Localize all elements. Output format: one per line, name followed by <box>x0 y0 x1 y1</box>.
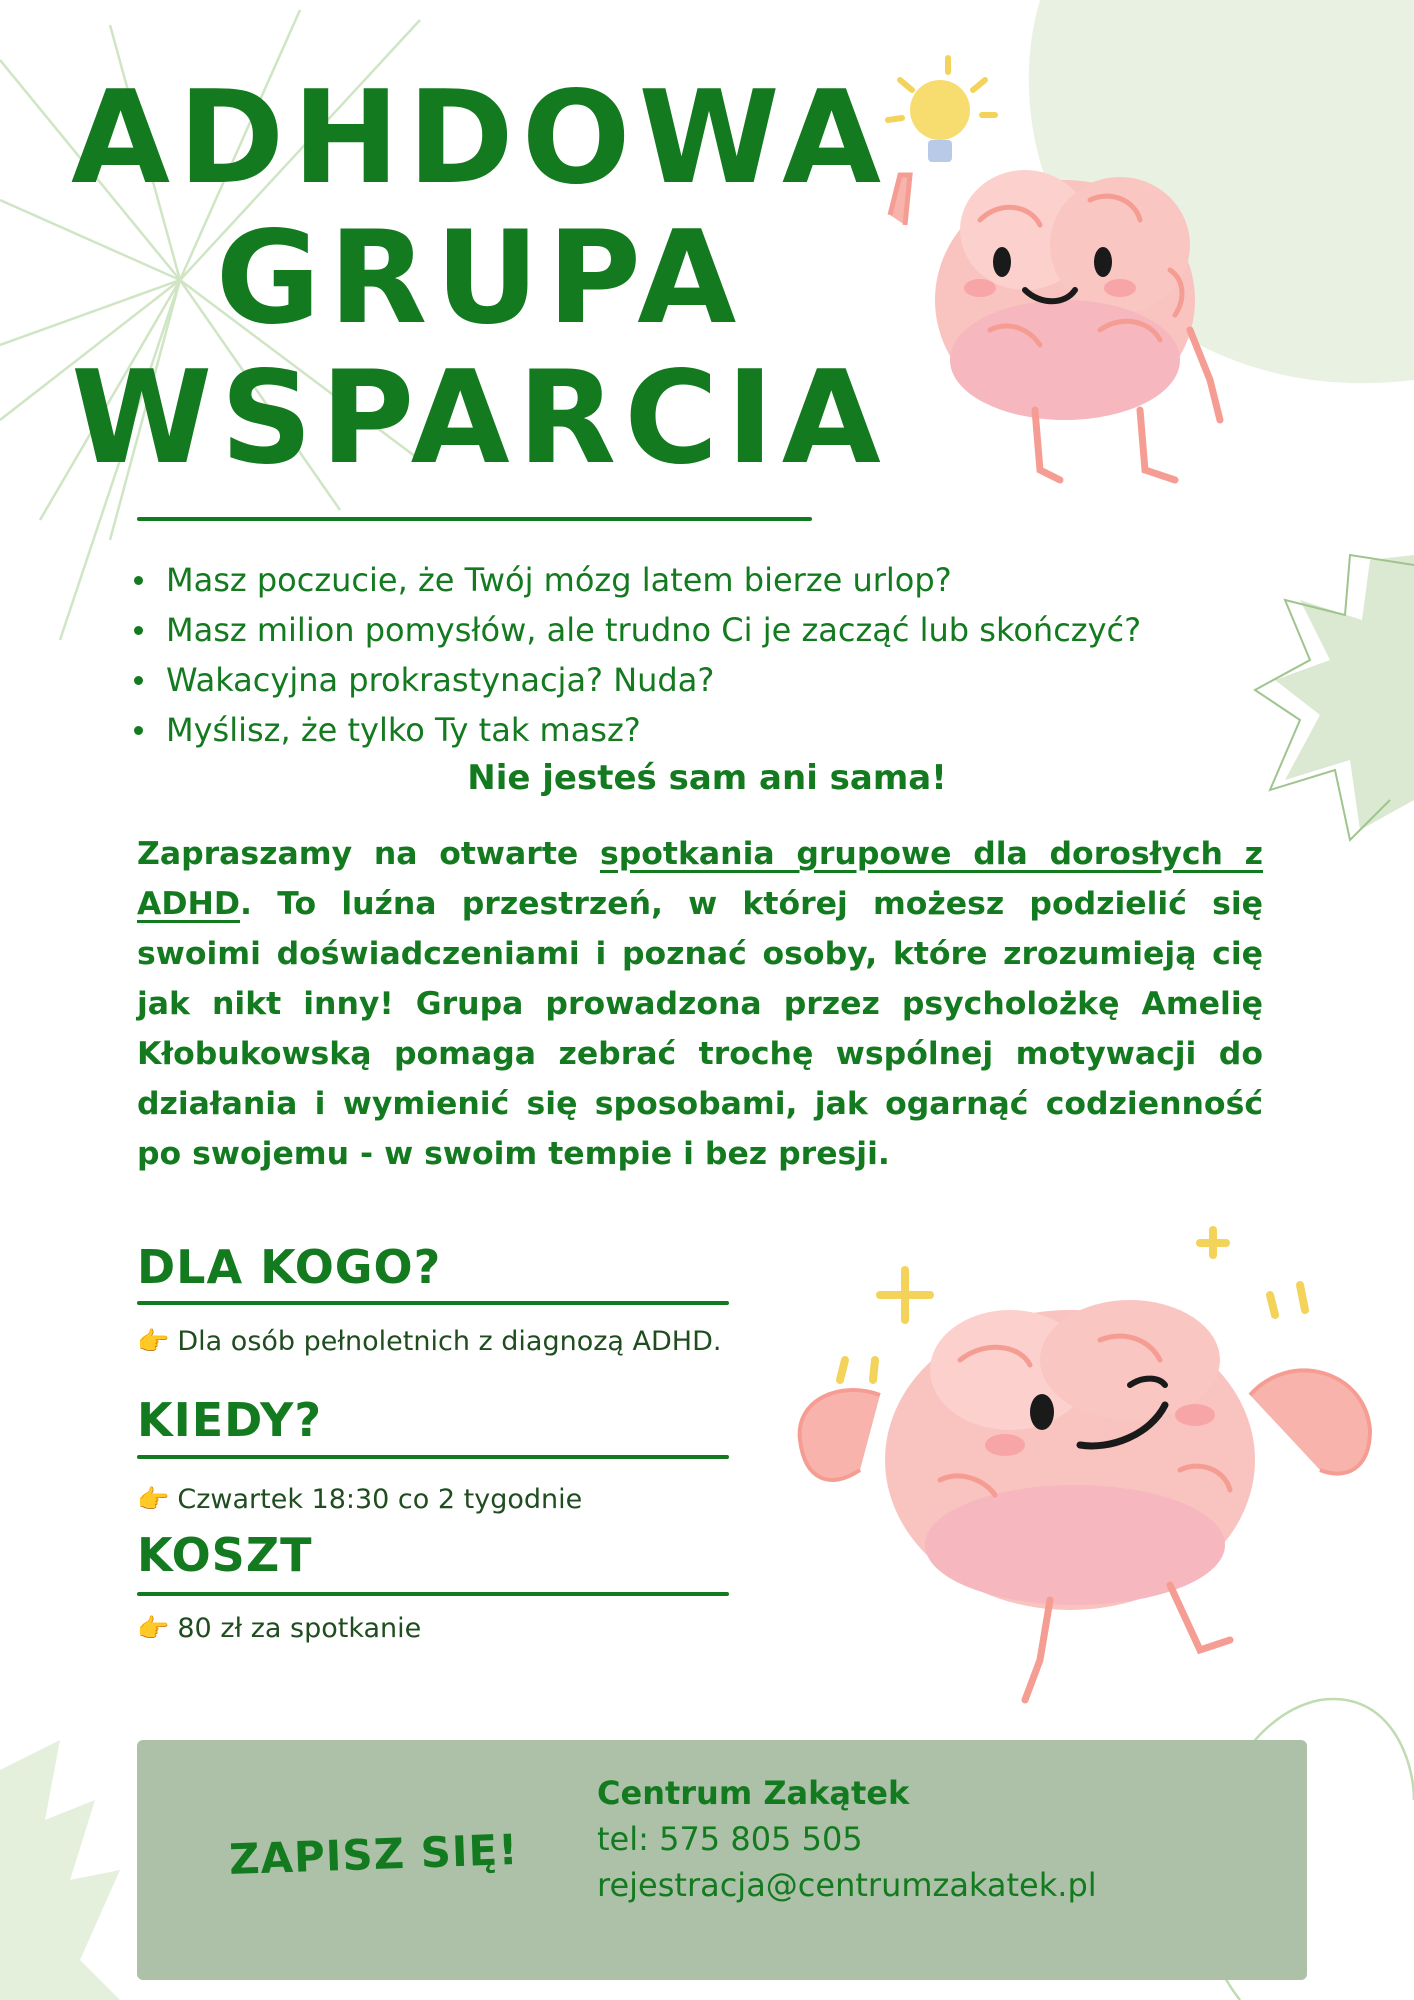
question-list <box>130 555 1141 755</box>
section-item-cost <box>137 1613 421 1644</box>
list-item: Masz poczucie, że Twój mózg latem bierze urlop? <box>130 555 1141 605</box>
section-item-text: 80 zł za spotkanie <box>177 1613 422 1644</box>
title-divider <box>137 517 812 521</box>
description-highlight: spotkania grupowe dla dorosłych z ADHD <box>137 836 1263 922</box>
title-line-2: GRUPA <box>215 204 745 353</box>
phone-number[interactable]: tel: 575 805 505 <box>597 1820 863 1858</box>
contact-block <box>597 1770 1097 1908</box>
section-item-text: Czwartek 18:30 co 2 tygodnie <box>177 1484 583 1515</box>
signup-cta[interactable]: ZAPISZ SIĘ! <box>228 1824 520 1885</box>
title-line-3: WSPARCIA <box>71 344 889 493</box>
section-divider <box>137 1301 729 1305</box>
center-name: Centrum Zakątek <box>597 1774 910 1812</box>
tagline: Nie jesteś sam ani sama! <box>467 758 947 798</box>
list-item: Masz milion pomysłów, ale trudno Ci je zacząć lub skończyć? <box>130 605 1141 655</box>
section-heading-for-whom: DLA KOGO? <box>137 1240 442 1294</box>
section-heading-when: KIEDY? <box>137 1393 323 1447</box>
section-divider <box>137 1455 729 1459</box>
pointing-hand-icon: 👉 <box>137 1613 170 1644</box>
footer-panel <box>137 1740 1307 1980</box>
brain-flexing-illustration <box>800 1230 1370 1700</box>
section-item-when <box>137 1484 582 1515</box>
section-item-for-whom <box>137 1326 721 1357</box>
email-address[interactable]: rejestracja@centrumzakatek.pl <box>597 1866 1097 1904</box>
description-intro: Zapraszamy na otwarte <box>137 836 600 872</box>
description-paragraph <box>137 829 1263 1179</box>
section-item-text: Dla osób pełnoletnich z diagnozą ADHD. <box>177 1326 722 1357</box>
section-divider <box>137 1592 729 1596</box>
list-item: Wakacyjna prokrastynacja? Nuda? <box>130 655 1141 705</box>
list-item: Myślisz, że tylko Ty tak masz? <box>130 705 1141 755</box>
description-body: . To luźna przestrzeń, w której możesz podzielić się swoimi doświadczeniami i poznać osoby, które zrozumieją cię jak nikt inny! Grupa prowadzona przez psycholożkę Amelię Kłobukowską pomaga zebrać trochę wspólnej motywacji do działania i wymienić się sposobami, jak ogarnąć codzienność po swojemu - w swoim tempie i bez presji. <box>137 886 1263 1172</box>
section-heading-cost: KOSZT <box>137 1528 313 1582</box>
pointing-hand-icon: 👉 <box>137 1484 170 1515</box>
title-line-1: ADHDOWA <box>71 64 889 213</box>
pointing-hand-icon: 👉 <box>137 1326 170 1357</box>
